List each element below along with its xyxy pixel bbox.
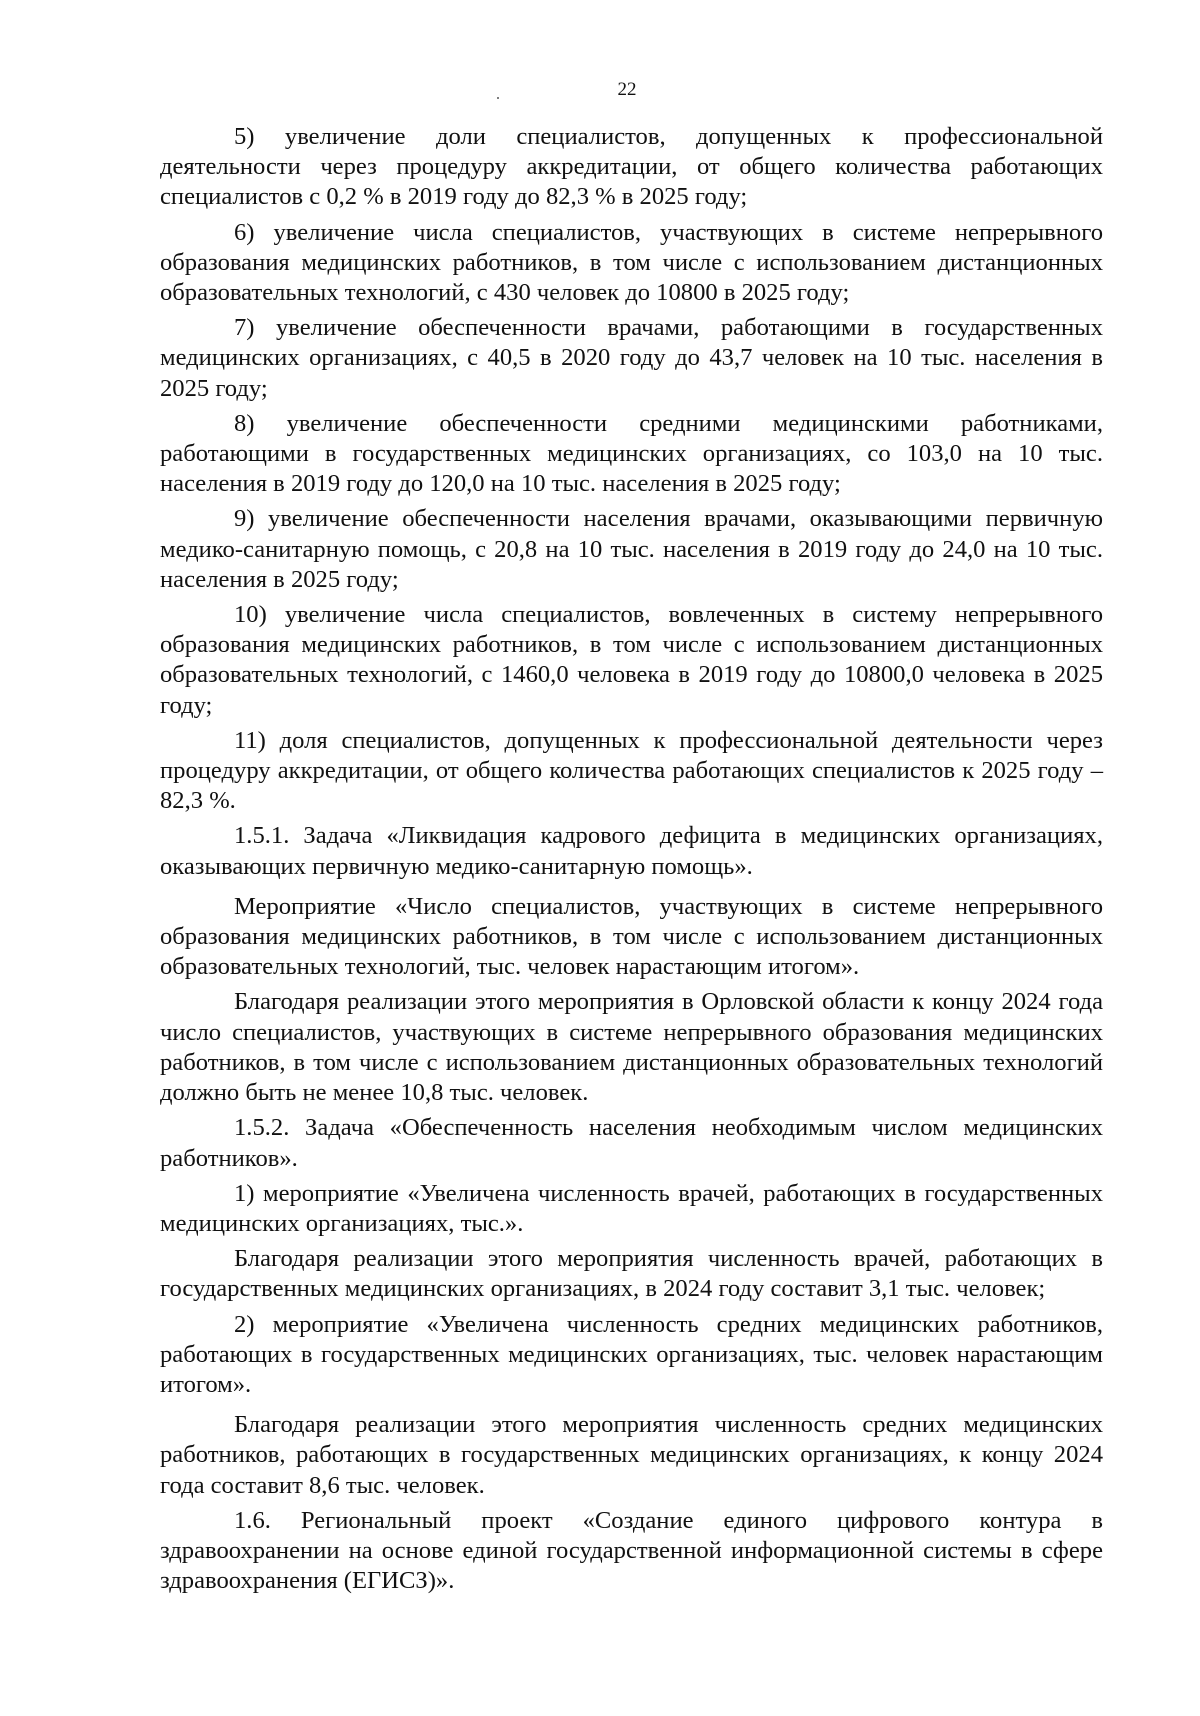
paragraph-item-11: 11) доля специалистов, допущенных к профессиональной деятельности через процедуру аккредитации, от общего количества работающих специалистов к 2025 году – 82,3 %. [160, 726, 1103, 815]
document-body [160, 122, 1103, 1596]
paragraph-measure-nurses: 2) мероприятие «Увеличена численность средних медицинских работников, работающих в государственных медицинских организациях, тыс. человек нарастающим итогом». [160, 1310, 1103, 1398]
page-number: 22 [617, 79, 637, 100]
paragraph-item-8: 8) увеличение обеспеченности средними медицинскими работниками, работающими в государственных медицинских организациях, со 103,0 на 10 тыс. населения в 2019 году до 120,0 на 10 тыс. населения в 2025 году; [160, 409, 1103, 498]
paragraph-item-7: 7) увеличение обеспеченности врачами, работающими в государственных медицинских организациях, с 40,5 в 2020 году до 43,7 человек на 10 тыс. населения в 2025 году; [160, 314, 1103, 402]
paragraph-item-10: 10) увеличение числа специалистов, вовлеченных в систему непрерывного образования медицинских работников, в том числе с использованием дистанционных образовательных технологий, с 1460,0 человека в 2019 году до 10800,0 человека в 2025 году; [160, 601, 1103, 719]
paragraph-task-1-5-2: 1.5.2. Задача «Обеспеченность населения необходимым числом медицинских работников». [160, 1114, 1103, 1172]
paragraph-item-9: 9) увеличение обеспеченности населения врачами, оказывающими первичную медико-санитарную помощь, с 20,8 на 10 тыс. населения в 2019 году до 24,0 на 10 тыс. населения в 2025 году; [160, 505, 1103, 593]
paragraph-item-5: 5) увеличение доли специалистов, допущенных к профессиональной деятельности через процедуру аккредитации, от общего количества работающих специалистов с 0,2 % в 2019 году до 82,3 % в 2025 году; [160, 123, 1103, 211]
paragraph-task-1-5-1: 1.5.1. Задача «Ликвидация кадрового дефицита в медицинских организациях, оказывающих первичную медико-санитарную помощь». [160, 822, 1103, 880]
paragraph-measure-doctors: 1) мероприятие «Увеличена численность врачей, работающих в государственных медицинских организациях, тыс.». [160, 1179, 1103, 1237]
scan-speck [497, 97, 499, 99]
paragraph-project-1-6: 1.6. Региональный проект «Создание единого цифрового контура в здравоохранении на основе единой государственной информационной системы в сфере здравоохранения (ЕГИСЗ)». [160, 1506, 1103, 1595]
paragraph-result-doctors: Благодаря реализации этого мероприятия численность врачей, работающих в государственных медицинских организациях, в 2024 году составит 3,1 тыс. человек; [160, 1245, 1103, 1303]
paragraph-item-6: 6) увеличение числа специалистов, участвующих в системе непрерывного образования медицинских работников, в том числе с использованием дистанционных образовательных технологий, с 430 человек до 10800 в 2025 году; [160, 218, 1103, 307]
paragraph-result-nurses: Благодаря реализации этого мероприятия численность средних медицинских работников, работающих в государственных медицинских организациях, к концу 2024 года составит 8,6 тыс. человек. [160, 1411, 1103, 1499]
paragraph-measure-specialists: Мероприятие «Число специалистов, участвующих в системе непрерывного образования медицинских работников, в том числе с использованием дистанционных образовательных технологий, тыс. человек нарастающим итогом». [160, 892, 1103, 981]
paragraph-result-specialists: Благодаря реализации этого мероприятия в Орловской области к концу 2024 года число специалистов, участвующих в системе непрерывного образования медицинских работников, в том числе с использованием дистанционных образовательных технологий должно быть не менее 10,8 тыс. человек. [160, 988, 1103, 1107]
